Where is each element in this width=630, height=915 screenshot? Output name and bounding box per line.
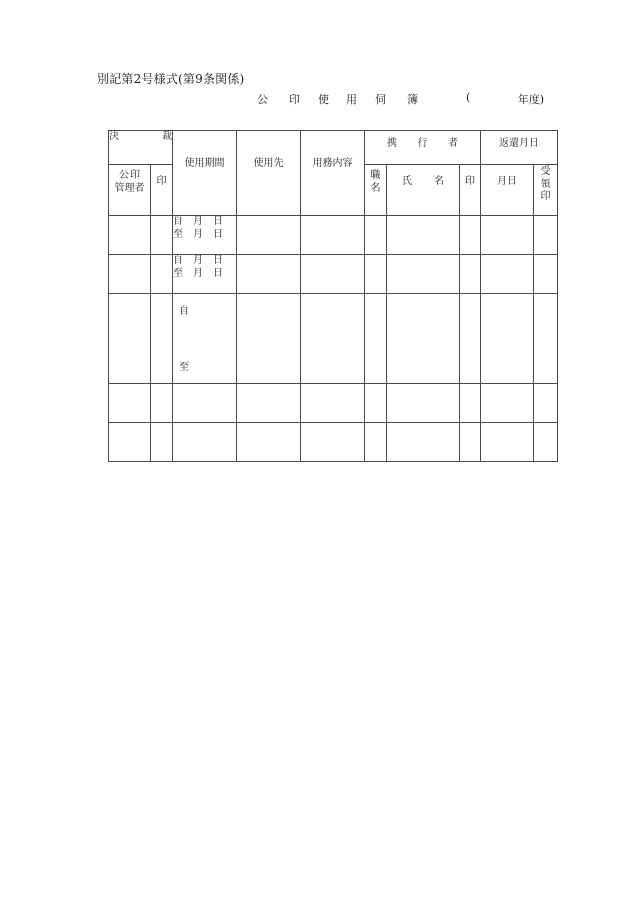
entry-cell[interactable] <box>365 294 387 384</box>
ledger-title <box>257 91 419 107</box>
approval-header <box>109 131 173 165</box>
entry-cell[interactable] <box>237 384 301 423</box>
entry-cell[interactable] <box>460 294 481 384</box>
period-to-char: 至 <box>179 362 189 373</box>
carrier-header-char: 者 <box>448 138 458 149</box>
entry-cell[interactable] <box>237 423 301 462</box>
entry-cell[interactable] <box>365 255 387 294</box>
carrier-header-char: 携 <box>387 138 397 149</box>
entry-cell[interactable] <box>237 294 301 384</box>
seal-manager-label: 管理者 <box>114 182 145 194</box>
receipt-seal-char: 領 <box>540 178 551 190</box>
carrier-seal-label: 印 <box>465 176 475 187</box>
period-day-char: 日 <box>213 228 223 240</box>
entry-cell[interactable] <box>301 423 365 462</box>
entry-cell[interactable] <box>534 423 558 462</box>
period-day-char: 日 <box>213 255 223 266</box>
period-day-char: 日 <box>213 216 223 227</box>
entry-cell[interactable] <box>387 423 460 462</box>
entry-cell[interactable] <box>481 384 534 423</box>
fiscal-year-paren: ( <box>466 91 471 104</box>
name-header-char: 名 <box>434 176 444 187</box>
entry-cell[interactable] <box>109 384 151 423</box>
period-month-char: 月 <box>193 216 203 227</box>
usage-period-cell[interactable] <box>173 216 237 255</box>
table-row <box>109 255 558 294</box>
ledger-title-char: 簿 <box>407 93 419 106</box>
period-from-line <box>173 216 223 229</box>
position-char: 名 <box>370 182 381 194</box>
entry-cell[interactable] <box>151 294 173 384</box>
business-content-header-label: 用務内容 <box>312 158 353 169</box>
period-to-char: 至 <box>173 267 183 279</box>
entry-cell[interactable] <box>534 216 558 255</box>
entry-cell[interactable] <box>534 255 558 294</box>
entry-cell[interactable] <box>301 294 365 384</box>
seal-manager-char: 公 <box>119 170 129 181</box>
period-month-char: 月 <box>193 267 203 279</box>
business-content-header <box>301 131 365 216</box>
entry-cell[interactable] <box>481 423 534 462</box>
entry-cell[interactable] <box>460 255 481 294</box>
seal-manager-char: 印 <box>130 170 140 181</box>
seal-manager-header <box>109 165 151 216</box>
period-from-char: 自 <box>173 255 183 266</box>
period-from-char: 自 <box>179 306 189 317</box>
entry-cell[interactable] <box>387 255 460 294</box>
period-month-char: 月 <box>193 255 203 266</box>
usage-place-header-label: 使用先 <box>253 158 284 169</box>
carrier-header <box>365 131 481 165</box>
name-header <box>387 165 460 216</box>
period-day-char: 日 <box>213 267 223 279</box>
entry-cell[interactable] <box>365 216 387 255</box>
receipt-seal-char: 印 <box>540 191 551 202</box>
entry-cell[interactable] <box>365 384 387 423</box>
ledger-title-char: 公 <box>257 93 269 106</box>
table-row <box>109 384 558 423</box>
ledger-title-char: 使 <box>318 93 330 106</box>
entry-cell[interactable] <box>460 384 481 423</box>
approval-header-char: 決 <box>109 131 119 142</box>
period-month-char: 月 <box>193 228 203 240</box>
period-from-char: 自 <box>173 216 183 227</box>
entry-cell[interactable] <box>481 294 534 384</box>
period-from-line <box>173 255 223 268</box>
approval-seal-header <box>151 165 173 216</box>
header-row-1 <box>109 131 558 165</box>
usage-period-cell[interactable] <box>173 255 237 294</box>
entry-cell[interactable] <box>365 423 387 462</box>
entry-cell[interactable] <box>109 294 151 384</box>
approval-header-char: 裁 <box>162 131 172 142</box>
receipt-seal-char: 受 <box>540 166 551 177</box>
position-char: 職 <box>370 170 381 181</box>
usage-period-header <box>173 131 237 216</box>
entry-cell[interactable] <box>301 255 365 294</box>
entry-cell[interactable] <box>534 294 558 384</box>
entry-cell[interactable] <box>109 423 151 462</box>
fiscal-year-label: 年度) <box>517 93 544 106</box>
month-day-header <box>481 165 534 216</box>
entry-cell[interactable] <box>109 216 151 255</box>
entry-cell[interactable] <box>151 255 173 294</box>
entry-cell[interactable] <box>387 216 460 255</box>
entry-cell[interactable] <box>151 384 173 423</box>
entry-cell[interactable] <box>301 216 365 255</box>
position-header <box>365 165 387 216</box>
name-header-char: 氏 <box>402 176 412 187</box>
entry-cell[interactable] <box>534 384 558 423</box>
entry-cell[interactable] <box>460 423 481 462</box>
entry-cell[interactable] <box>387 384 460 423</box>
entry-cell[interactable] <box>109 255 151 294</box>
carrier-header-char: 行 <box>417 138 428 149</box>
entry-cell[interactable] <box>151 216 173 255</box>
entry-cell[interactable] <box>460 216 481 255</box>
ledger-title-char: 伺 <box>375 93 387 106</box>
period-to-line <box>173 229 223 242</box>
month-day-label: 月日 <box>497 176 517 187</box>
ledger-title-char: 用 <box>346 93 358 106</box>
period-to-line <box>173 268 223 281</box>
entry-cell[interactable] <box>481 255 534 294</box>
return-date-header <box>481 131 558 165</box>
ledger-title-char: 印 <box>289 93 301 106</box>
entry-cell[interactable] <box>481 216 534 255</box>
entry-cell[interactable] <box>173 423 237 462</box>
form-number-note: 別記第2号様式(第9条関係) <box>97 72 245 86</box>
table-row <box>109 294 558 384</box>
table-row <box>109 423 558 462</box>
entry-cell[interactable] <box>237 255 301 294</box>
receipt-seal-header <box>534 165 558 216</box>
carrier-seal-header <box>460 165 481 216</box>
entry-cell[interactable] <box>301 384 365 423</box>
usage-period-cell[interactable] <box>173 294 237 384</box>
table-row <box>109 216 558 255</box>
entry-cell[interactable] <box>151 423 173 462</box>
approval-seal-label: 印 <box>156 176 167 187</box>
period-to-char: 至 <box>173 228 183 240</box>
seal-usage-ledger-table <box>108 130 558 462</box>
usage-place-header <box>237 131 301 216</box>
usage-period-header-label: 使用期間 <box>184 158 225 169</box>
entry-cell[interactable] <box>387 294 460 384</box>
return-date-header-label: 返還月日 <box>499 138 539 149</box>
entry-cell[interactable] <box>173 384 237 423</box>
entry-cell[interactable] <box>237 216 301 255</box>
